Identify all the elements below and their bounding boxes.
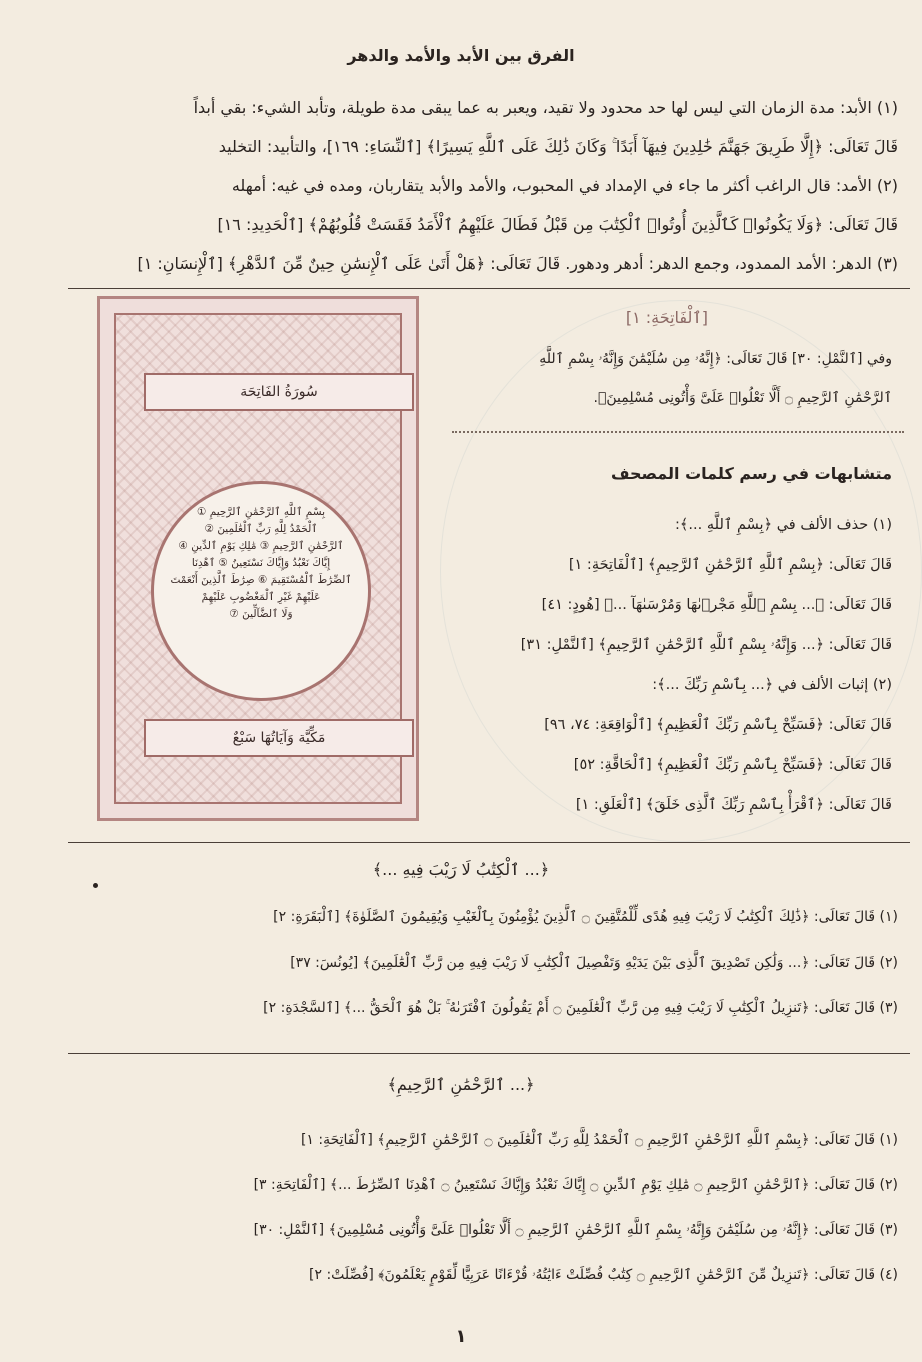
dotted-separator xyxy=(452,431,904,433)
rahman-verse: (١) قَالَ تَعَالَى: ﴿بِسْمِ ٱللَّهِ ٱلرَّحْمَٰنِ ٱلرَّحِيمِ ۝ ٱلْحَمْدُ لِلَّهِ رَبِّ ٱلْعَٰلَمِينَ ۝ ٱلرَّحْمَٰنِ ٱلرَّحِيمِ﴾ [ٱلْفَاتِحَةِ: ١] xyxy=(300,1132,898,1148)
kitab-section-title: ﴿... ٱلْكِتَٰبُ لَا رَيْبَ فِيهِ ...﴾ xyxy=(372,860,550,879)
definition-abad: (١) الأبد: مدة الزمان التي ليس لها حد محدود ولا تقيد، ويعبر به عما يبقى مدة طويلة، وتأبد الشيء: بقي أبداً xyxy=(193,98,898,117)
running-title: الفرق بين الأبد والأمد والدهر xyxy=(347,46,575,65)
ornamental-border xyxy=(114,313,402,804)
stray-dot xyxy=(93,883,98,888)
rahman-verse: (٤) قَالَ تَعَالَى: ﴿تَنزِيلٌ مِّنَ ٱلرَّحْمَٰنِ ٱلرَّحِيمِ ۝ كِتَٰبٌ فُصِّلَتْ ءَايَٰتُهُۥ قُرْءَانًا عَرَبِيًّا لِّقَوْمٍ يَعْلَمُونَ﴾ [فُصِّلَتْ: ٢] xyxy=(309,1267,898,1283)
spelling-item: قَالَ تَعَالَى: ﴿بِسْمِ ٱللَّهِ ٱلرَّحْمَٰنِ ٱلرَّحِيمِ﴾ [ٱلْفَاتِحَةِ: ١] xyxy=(568,557,892,573)
fatiha-line: ٱلرَّحْمَٰنِ ٱلرَّحِيمِ ③ مَٰلِكِ يَوْمِ ٱلدِّينِ ④ xyxy=(178,540,344,552)
naml-intro-line: وفي [ٱلنَّمْلِ: ٣٠] قَالَ تَعَالَى: ﴿إِنَّهُۥ مِن سُلَيْمَٰنَ وَإِنَّهُۥ بِسْمِ ٱللَّهِ xyxy=(539,351,892,367)
spelling-item: قَالَ تَعَالَى: ﴿... بِسْمِ ٱللَّهِ مَجْرٜىٰهَا وَمُرْسَىٰهَآ ...﴾ [هُودٍ: ٤١] xyxy=(541,597,892,613)
section-divider xyxy=(68,1053,910,1054)
naml-verse-line: ٱلرَّحْمَٰنِ ٱلرَّحِيمِ ۝ أَلَّا تَعْلُوا۟ عَلَىَّ وَأْتُونِى مُسْلِمِينَ﴾. xyxy=(593,390,892,406)
kitab-verse: (١) قَالَ تَعَالَى: ﴿ذَٰلِكَ ٱلْكِتَٰبُ لَا رَيْبَ فِيهِ هُدًى لِّلْمُتَّقِينَ ۝ ٱلَّذِينَ يُؤْمِنُونَ بِٱلْغَيْبِ وَيُقِيمُونَ ٱلصَّلَوٰةَ﴾ [ٱلْبَقَرَةِ: ٢] xyxy=(273,909,898,925)
mushaf-spelling-heading: متشابهات في رسم كلمات المصحف xyxy=(610,464,892,483)
section-divider xyxy=(68,842,910,843)
page-number: ١ xyxy=(455,1326,467,1347)
surah-info-cartouche: مَكِّيَّة وَآيَاتُهَا سَبْعٌ xyxy=(144,719,414,757)
fatiha-medallion xyxy=(151,481,371,701)
fatiha-line: عَلَيْهِمْ غَيْرِ ٱلْمَغْضُوبِ عَلَيْهِمْ xyxy=(201,591,321,603)
spelling-item: قَالَ تَعَالَى: ﴿فَسَبِّحْ بِٱسْمِ رَبِّكَ ٱلْعَظِيمِ﴾ [ٱلْحَاقَّةِ: ٥٢] xyxy=(573,757,892,773)
spelling-item: قَالَ تَعَالَى: ﴿... وَإِنَّهُۥ بِسْمِ ٱللَّهِ ٱلرَّحْمَٰنِ ٱلرَّحِيمِ﴾ [ٱلنَّمْلِ: ٣١] xyxy=(520,637,892,653)
spelling-item: قَالَ تَعَالَى: ﴿ٱقْرَأْ بِٱسْمِ رَبِّكَ ٱلَّذِى خَلَقَ﴾ [ٱلْعَلَقِ: ١] xyxy=(575,797,892,813)
spelling-item: قَالَ تَعَالَى: ﴿فَسَبِّحْ بِٱسْمِ رَبِّكَ ٱلْعَظِيمِ﴾ [ٱلْوَاقِعَةِ: ٧٤، ٩٦] xyxy=(544,717,892,733)
definition-dahr: (٣) الدهر: الأمد الممدود، وجمع الدهر: أدهر ودهور. قَالَ تَعَالَى: ﴿هَلْ أَتَىٰ عَلَى ٱلْإِنسَٰنِ حِينٌ مِّنَ ٱلدَّهْرِ﴾ [ٱلْإِنسَانِ: ١] xyxy=(137,254,898,273)
fatiha-line: وَلَا ٱلضَّآلِّينَ ⑦ xyxy=(229,608,293,620)
mushaf-fatiha-frame xyxy=(97,296,419,821)
kitab-verse: (٣) قَالَ تَعَالَى: ﴿تَنزِيلُ ٱلْكِتَٰبِ لَا رَيْبَ فِيهِ مِن رَّبِّ ٱلْعَٰلَمِينَ ۝ أَمْ يَقُولُونَ ٱفْتَرَىٰهُ ۚ بَلْ هُوَ ٱلْحَقُّ ...﴾ [ٱلسَّجْدَةِ: ٢] xyxy=(263,1000,898,1016)
fatiha-line: إِيَّاكَ نَعْبُدُ وَإِيَّاكَ نَسْتَعِينُ ⑤ ٱهْدِنَا xyxy=(191,557,331,569)
kitab-verse: (٢) قَالَ تَعَالَى: ﴿... وَلَٰكِن تَصْدِيقَ ٱلَّذِى بَيْنَ يَدَيْهِ وَتَفْصِيلَ ٱلْكِتَٰبِ لَا رَيْبَ فِيهِ مِن رَّبِّ ٱلْعَٰلَمِينَ﴾ [يُونُسَ: ٣٧] xyxy=(290,955,898,971)
fatiha-line: ٱلْحَمْدُ لِلَّهِ رَبِّ ٱلْعَٰلَمِينَ ② xyxy=(204,523,318,535)
verse-nisa: قَالَ تَعَالَى: ﴿إِلَّا طَرِيقَ جَهَنَّمَ خَٰلِدِينَ فِيهَآ أَبَدًا ۚ وَكَانَ ذَٰلِكَ عَلَى ٱللَّهِ يَسِيرًا﴾ [ٱلنِّسَاءِ: ١٦٩]، والتأبيد: التخليد xyxy=(218,137,898,156)
rahman-section-title: ﴿... ٱلرَّحْمَٰنِ ٱلرَّحِيمِ﴾ xyxy=(387,1075,535,1094)
surah-title-cartouche: سُورَةُ الفَاتِحَة xyxy=(144,373,414,411)
section-divider xyxy=(68,288,910,289)
fatiha-line: ٱلصِّرَٰطَ ٱلْمُسْتَقِيمَ ⑥ صِرَٰطَ ٱلَّذِينَ أَنْعَمْتَ xyxy=(170,574,352,586)
rahman-verse: (٢) قَالَ تَعَالَى: ﴿ٱلرَّحْمَٰنِ ٱلرَّحِيمِ ۝ مَٰلِكِ يَوْمِ ٱلدِّينِ ۝ إِيَّاكَ نَعْبُدُ وَإِيَّاكَ نَسْتَعِينُ ۝ ٱهْدِنَا ٱلصِّرَٰطَ ...﴾ [ٱلْفَاتِحَةِ: ٣] xyxy=(253,1177,898,1193)
definition-amad: (٢) الأمد: قال الراغب أكثر ما جاء في الإمداد في المحبوب، والأمد والأبد يتقاربان، ومده في غيه: أمهله xyxy=(231,176,898,195)
spelling-item: (٢) إثبات الألف في ﴿... بِٱسْمِ رَبِّكَ ...﴾: xyxy=(652,677,892,693)
fatiha-line: بِسْمِ ٱللَّهِ ٱلرَّحْمَٰنِ ٱلرَّحِيمِ ① xyxy=(197,506,325,518)
fatiha-reference: [ٱلْفَاتِحَةِ: ١] xyxy=(625,308,708,327)
rahman-verse: (٣) قَالَ تَعَالَى: ﴿إِنَّهُۥ مِن سُلَيْمَٰنَ وَإِنَّهُۥ بِسْمِ ٱللَّهِ ٱلرَّحْمَٰنِ ٱلرَّحِيمِ ۝ أَلَّا تَعْلُوا۟ عَلَىَّ وَأْتُونِى مُسْلِمِينَ﴾ [ٱلنَّمْلِ: ٣٠] xyxy=(253,1222,898,1238)
verse-hadid: قَالَ تَعَالَى: ﴿وَلَا يَكُونُوا۟ كَٱلَّذِينَ أُوتُوا۟ ٱلْكِتَٰبَ مِن قَبْلُ فَطَالَ عَلَيْهِمُ ٱلْأَمَدُ فَقَسَتْ قُلُوبُهُمْ﴾ [ٱلْحَدِيدِ: ١٦] xyxy=(217,215,898,234)
spelling-item: (١) حذف الألف في ﴿بِسْمِ ٱللَّهِ ...﴾: xyxy=(675,517,892,533)
